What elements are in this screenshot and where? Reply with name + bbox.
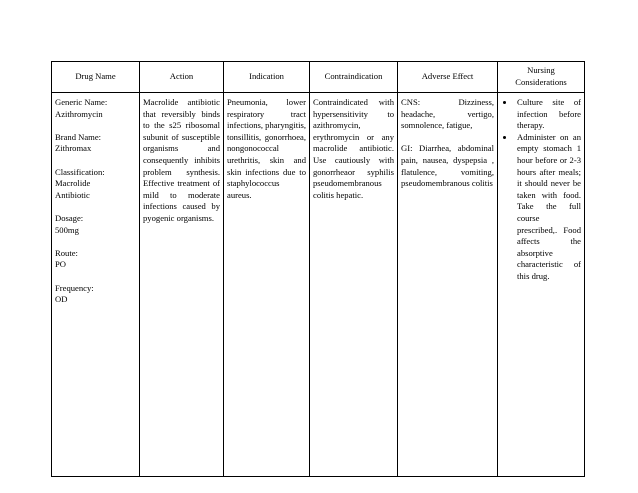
header-nursing-considerations: Nursing Considerations <box>498 62 585 93</box>
drug-study-table <box>51 61 585 477</box>
header-row <box>52 62 585 93</box>
route-label: Route: <box>55 247 78 258</box>
nursing-cell <box>498 93 585 477</box>
header-contraindication: Contraindication <box>310 62 398 93</box>
dosage-label: Dosage: <box>55 212 84 223</box>
classification-label: Classification: <box>55 166 105 177</box>
frequency-value: OD <box>55 294 68 305</box>
brand-name-label: Brand Name: <box>55 131 102 142</box>
generic-name-value: Azithromycin <box>55 108 103 119</box>
indication-cell: Pneumonia, lower respiratory tract infections, pharyngitis, tonsillitis, gonorrhoea, nongonococcal urethritis, skin and skin infections due to staphylococcus aureus. <box>224 93 310 477</box>
nursing-list <box>501 97 581 283</box>
adverse-cns: CNS: Dizziness, headache, vertigo, somnolence, fatigue, <box>401 97 494 131</box>
classification-value-2: Antibiotic <box>55 189 90 200</box>
header-indication: Indication <box>224 62 310 93</box>
classification-value-1: Macrolide <box>55 178 91 189</box>
nursing-item-1: • Culture site of infection before therapy. <box>515 97 581 132</box>
generic-name-label: Generic Name: <box>55 97 108 107</box>
header-adverse-effect: Adverse Effect <box>398 62 498 93</box>
header-drug-name: Drug Name <box>52 62 140 93</box>
header-action: Action <box>140 62 224 93</box>
frequency-label: Frequency: <box>55 282 94 293</box>
dosage-value: 500mg <box>55 224 79 235</box>
contraindication-cell: Contraindicated with hypersensitivity to azithromycin, erythromycin or any macrolide antibiotic. Use cautiously with gonorrheaor syphilis pseudomembranous colitis hepatic. <box>310 93 398 477</box>
route-value: PO <box>55 259 66 270</box>
action-cell: Macrolide antibiotic that reversibly binds to the s25 ribosomal subunit of susceptible organisms and consequently inhibits problem synthesis. Effective treatment of mild to moderate infections caused by pyogenic organisms. <box>140 93 224 477</box>
brand-name-value: Zithromax <box>55 143 92 154</box>
adverse-gi: GI: Diarrhea, abdominal pain, nausea, dyspepsia , flatulence, vomiting, pseudomembranous colitis <box>401 143 494 189</box>
adverse-effect-cell <box>398 93 498 477</box>
nursing-item-2: • Administer on an empty stomach 1 hour before or 2-3 hours after meals; it should never be taken with food. Take the full course prescribed,. Food affects the absorptive characteristic of this drug. <box>515 132 581 283</box>
drug-name-cell <box>52 93 140 477</box>
drug-row <box>52 93 585 477</box>
